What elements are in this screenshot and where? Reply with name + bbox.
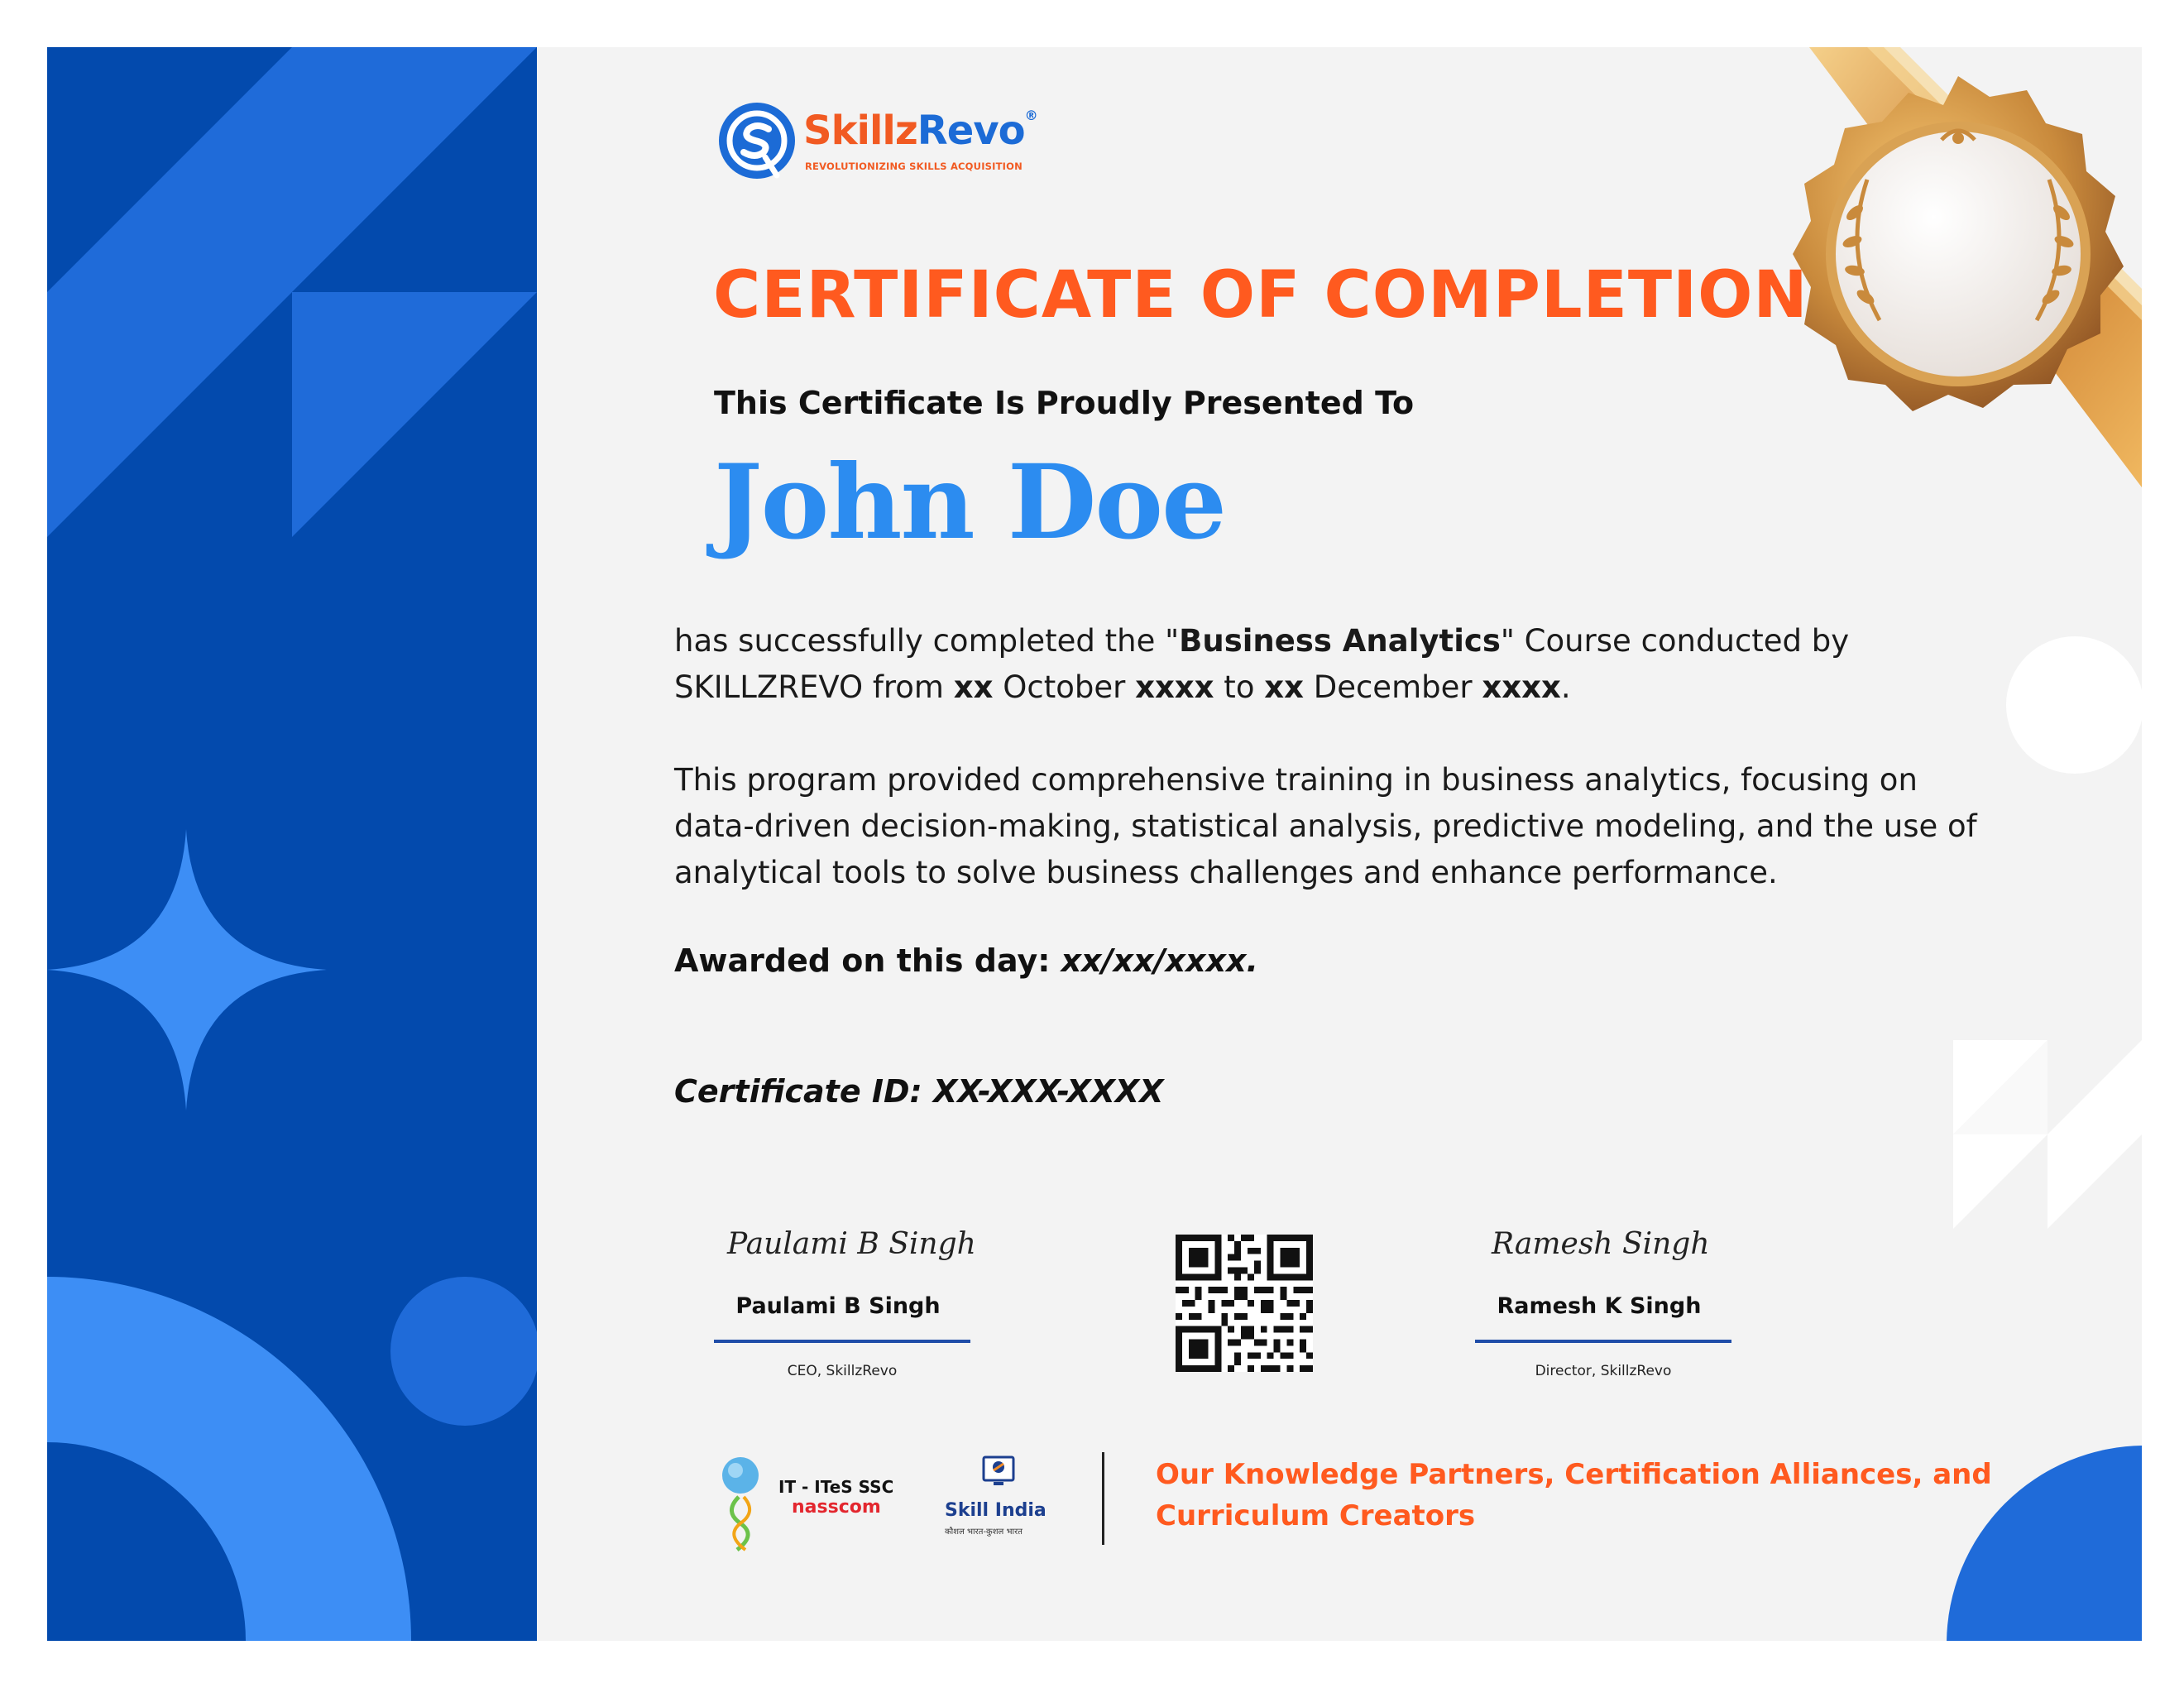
certificate-title: CERTIFICATE OF COMPLETION <box>713 258 1808 333</box>
awarded-label: Awarded on this day: <box>674 942 1061 979</box>
award-seal-icon <box>1760 47 2142 494</box>
registered-mark: ® <box>1024 108 1037 123</box>
skill-india-line-2: कौशल भारत-कुशल भारत <box>945 1527 1023 1537</box>
skillzrevo-logo <box>717 101 1081 184</box>
end-year: xxxx <box>1482 669 1561 705</box>
nasscom-line-2: nasscom <box>792 1497 881 1518</box>
certificate-id: Certificate ID: XX-XXX-XXXX <box>674 1073 1164 1110</box>
signatory-1-role: CEO, SkillzRevo <box>787 1363 898 1379</box>
completion-line-2 <box>674 664 1571 711</box>
awarded-date: xx/xx/xxxx. <box>1061 942 1258 979</box>
start-month: October <box>993 669 1136 705</box>
end-day: xx <box>1264 669 1304 705</box>
awarded-on <box>674 942 1258 979</box>
course-name: Business Analytics <box>1179 623 1501 659</box>
skill-india-line-1: Skill India <box>945 1500 1046 1521</box>
description-line-3: analytical tools to solve business challenges and enhance performance. <box>674 855 1778 890</box>
description-line-2: data-driven decision-making, statistical analysis, predictive modeling, and the use of <box>674 808 1977 844</box>
start-day: xx <box>953 669 994 705</box>
nasscom-logo-icon <box>716 1454 765 1553</box>
partners-text-line-1: Our Knowledge Partners, Certification Alliances, and <box>1156 1458 1992 1491</box>
certificate-sheet <box>47 47 2142 1641</box>
logo-wordmark-part1: Skillz <box>803 108 917 154</box>
end-month: December <box>1303 669 1482 705</box>
signature-line-2 <box>1475 1340 1731 1343</box>
skillzrevo-logo-icon <box>717 101 797 180</box>
description-line-1: This program provided comprehensive training in business analytics, focusing on <box>674 762 1918 798</box>
signatory-2-role: Director, SkillzRevo <box>1535 1363 1672 1379</box>
logo-wordmark <box>803 108 1037 154</box>
signature-1: Paulami B Singh <box>727 1227 976 1261</box>
completion-text: has successfully completed the " <box>674 623 1180 659</box>
nasscom-line-1: IT - ITeS SSC <box>778 1477 894 1497</box>
start-year: xxxx <box>1135 669 1214 705</box>
decorative-sidebar <box>47 47 537 1641</box>
skill-india-logo-icon <box>982 1454 1015 1490</box>
completion-text: " Course conducted by <box>1500 623 1850 659</box>
logo-wordmark-part2: Revo <box>917 108 1025 154</box>
completion-text: . <box>1560 669 1571 705</box>
qr-code-icon[interactable] <box>1176 1235 1313 1372</box>
signatory-1-name: Paulami B Singh <box>735 1293 941 1319</box>
logo-tagline: REVOLUTIONIZING SKILLS ACQUISITION <box>805 161 1023 172</box>
signature-2: Ramesh Singh <box>1492 1227 1710 1261</box>
signatory-2-name: Ramesh K Singh <box>1497 1293 1702 1319</box>
completion-text: to <box>1214 669 1265 705</box>
partners-divider <box>1102 1452 1104 1545</box>
recipient-name: John Doe <box>714 443 1225 563</box>
completion-text: SKILLZREVO from <box>674 669 954 705</box>
sidebar-pattern <box>47 47 537 1641</box>
completion-line-1 <box>674 618 1849 664</box>
partners-text-line-2: Curriculum Creators <box>1156 1499 1476 1532</box>
decorative-circle <box>2006 636 2142 774</box>
partners-text <box>1156 1454 1992 1537</box>
signature-line-1 <box>714 1340 970 1343</box>
presented-to-label: This Certificate Is Proudly Presented To <box>714 385 1415 421</box>
decorative-triangles <box>1953 1040 2142 1229</box>
